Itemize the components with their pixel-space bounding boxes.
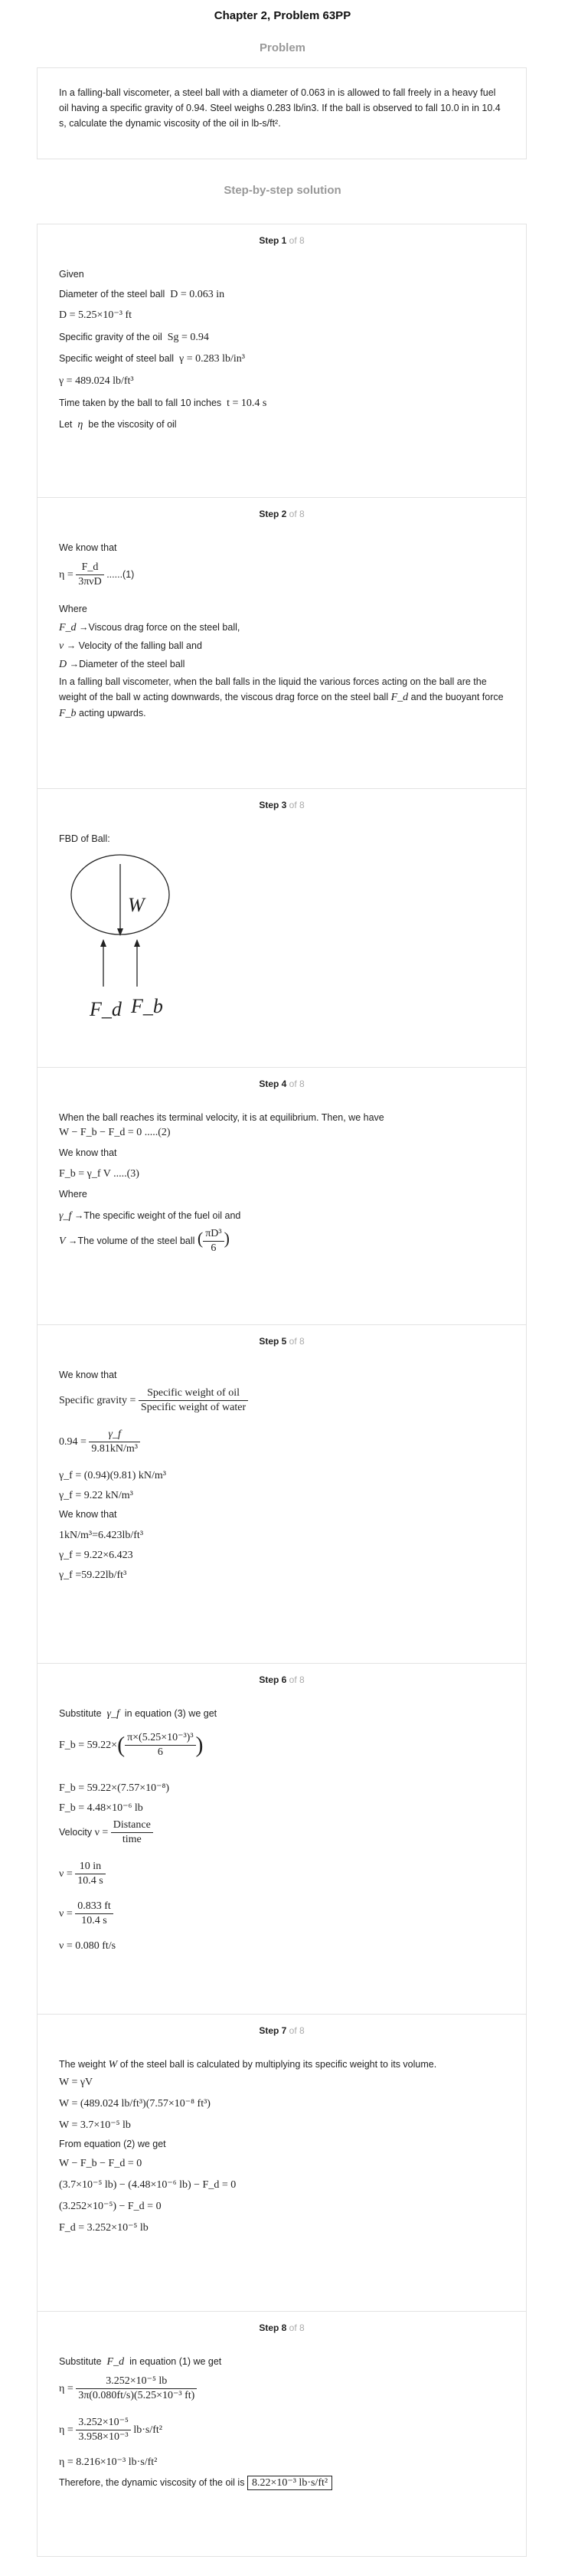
step-6-header: Step 6 of 8 — [259, 1674, 305, 1685]
problem-heading: Problem — [259, 41, 305, 54]
fd-simplify: (3.252×10⁻⁵) − F_d = 0 — [59, 2201, 162, 2212]
buoyancy-label: F_b — [131, 995, 163, 1017]
know-label: We know that — [59, 542, 117, 553]
weight-sub: W = (489.024 lb/ft³)(7.57×10⁻⁸ ft³) — [59, 2098, 211, 2110]
step-5-header: Step 5 of 8 — [259, 1336, 305, 1347]
step-2-header: Step 2 of 8 — [259, 509, 305, 519]
buoyancy-arrowhead — [134, 939, 140, 947]
fd-sub: (3.7×10⁻⁵ lb) − (4.48×10⁻⁶ lb) − F_d = 0 — [59, 2179, 237, 2191]
sg-line: Specific gravity of the oil Sg = 0.94 — [59, 332, 209, 343]
gamma-calc: γ_f = (0.94)(9.81) kN/m³ — [59, 1470, 166, 1481]
diameter-ft: D = 5.25×10⁻³ ft — [59, 309, 132, 321]
where-volume: V →The volume of the steel ball ( $\frac{\text{πD³}}{6}$ ) — [59, 1228, 230, 1254]
fb-result: F_b = 4.48×10⁻⁶ lb — [59, 1802, 143, 1814]
step-4-card — [37, 1068, 527, 1325]
page-title: Chapter 2, Problem 63PP — [214, 9, 351, 22]
where-d: D →Diameter of the steel ball — [59, 659, 185, 670]
step-7-header: Step 7 of 8 — [259, 2025, 305, 2036]
gamma-result: γ_f =59.22lb/ft³ — [59, 1569, 127, 1581]
drag-arrowhead — [100, 939, 106, 947]
eta-substitution: η = $\frac{\text{3.252×10⁻⁵ lb}}{\text{3π(0.080ft/s)(5.25×10⁻³ ft)}}$ — [59, 2375, 197, 2403]
step-3-card — [37, 789, 527, 1068]
weight-label: W — [128, 894, 145, 916]
know-label-2: We know that — [59, 1509, 117, 1520]
know-label: We know that — [59, 1370, 117, 1380]
eta-result: η = 8.216×10⁻³ lb·s/ft² — [59, 2457, 158, 2468]
step-8-header: Step 8 of 8 — [259, 2322, 305, 2333]
velocity-sub: ν = $\frac{10 in}{10.4 s}$ — [59, 1860, 106, 1888]
step-2-card — [37, 498, 527, 789]
sg-definition: Specific gravity = $\frac{\text{Specific weight of oil}}{\text{Specific weight of water}}$ — [59, 1386, 248, 1415]
substitute-line: Substitute γ_f in equation (3) we get — [59, 1708, 217, 1720]
eta-simplify: η = $\frac{\text{3.252×10⁻⁵}}{\text{3.958×10⁻³}}$ lb·s/ft² — [59, 2417, 162, 2443]
step-1-header: Step 1 of 8 — [259, 235, 305, 246]
sg-substitution: 0.94 = $\frac{\gamma\_f}{\text{9.81kN/m³}}$ — [59, 1428, 140, 1456]
where-gamma: γ_f →The specific weight of the fuel oil and — [59, 1210, 241, 1222]
let-line: Let η be the viscosity of oil — [59, 419, 177, 430]
weight-formula: W = γV — [59, 2077, 93, 2088]
final-answer: Therefore, the dynamic viscosity of the oil is 8.22×10⁻³ lb·s/ft² — [59, 2476, 332, 2490]
gamma-kn: γ_f = 9.22 kN/m³ — [59, 1490, 133, 1501]
viscosity-equation: η = $\frac{F\_d}{\text{3πνD}}$ ......(1) — [59, 561, 135, 588]
answer-box: 8.22×10⁻³ lb·s/ft² — [247, 2476, 332, 2490]
step-7-card — [37, 2015, 527, 2312]
given-label: Given — [59, 269, 84, 280]
fbd-label: FBD of Ball: — [59, 833, 110, 844]
where-label: Where — [59, 604, 87, 614]
problem-statement: In a falling-ball viscometer, a steel ball with a diameter of 0.063 in is allowed to fall freely in a heavy fuel oil having a specific gravity of 0.94. Steel weighs 0.283 lb/in3. If the ball is observed to fall 10.0 in in 10.4 s, calculate the dynamic viscosity of the oil in lb-s/ft². — [37, 67, 527, 159]
velocity-result: ν = 0.080 ft/s — [59, 1940, 116, 1952]
solution-heading: Step-by-step solution — [224, 184, 341, 197]
velocity-ft: ν = $\frac{0.833 ft}{10.4 s}$ — [59, 1900, 113, 1928]
equilibrium-equation: W − F_b − F_d = 0 .....(2) — [59, 1127, 171, 1138]
step-1-card — [37, 224, 527, 498]
know-label: We know that — [59, 1147, 117, 1158]
fbd-diagram — [59, 849, 212, 1033]
equilibrium-restate: W − F_b − F_d = 0 — [59, 2158, 142, 2169]
where-fd: F_d →Viscous drag force on the steel ball, — [59, 622, 240, 633]
step-5-card — [37, 1325, 527, 1664]
weight-intro: The weight W of the steel ball is calculated by multiplying its specific weight to its volume. — [59, 2059, 437, 2070]
step-4-header: Step 4 of 8 — [259, 1079, 305, 1089]
weight-result: W = 3.7×10⁻⁵ lb — [59, 2119, 131, 2131]
velocity-def: Velocity ν = $\frac{\text{Distance}}{\text{time}}$ — [59, 1818, 153, 1847]
step-6-card — [37, 1664, 527, 2015]
step-8-card — [37, 2312, 527, 2557]
fb-substitution: F_b = 59.22×( $\frac{\text{π×(5.25×10⁻³)³}}{6}$ ) — [59, 1732, 204, 1758]
where-label: Where — [59, 1189, 87, 1200]
sw-ft: γ = 489.024 lb/ft³ — [59, 375, 134, 387]
fd-result: F_d = 3.252×10⁻⁵ lb — [59, 2222, 149, 2234]
substitute-line: Substitute F_d in equation (1) we get — [59, 2356, 222, 2368]
unit-conversion: 1kN/m³=6.423lb/ft³ — [59, 1530, 144, 1541]
diameter-line: Diameter of the steel ball D = 0.063 in — [59, 289, 225, 300]
buoyancy-equation: F_b = γ_f V .....(3) — [59, 1168, 139, 1180]
step-3-header: Step 3 of 8 — [259, 800, 305, 810]
drag-label: F_d — [90, 998, 122, 1020]
fb-product: F_b = 59.22×(7.57×10⁻⁸) — [59, 1782, 170, 1794]
sw-line: Specific weight of steel ball γ = 0.283 lb/in³ — [59, 353, 245, 365]
where-v: ν → Velocity of the falling ball and — [59, 640, 202, 652]
forces-paragraph: In a falling ball viscometer, when the ball falls in the liquid the various forces acting on the ball are the weight of the ball w acting downwards, the viscous drag force on the steel ball F_d and the buoyant force F_b acting upwards. — [59, 676, 504, 719]
from-eq2: From equation (2) we get — [59, 2139, 166, 2149]
gamma-conv: γ_f = 9.22×6.423 — [59, 1550, 133, 1561]
time-line: Time taken by the ball to fall 10 inches t = 10.4 s — [59, 398, 267, 409]
equilibrium-intro: When the ball reaches its terminal velocity, it is at equilibrium. Then, we have — [59, 1112, 384, 1123]
